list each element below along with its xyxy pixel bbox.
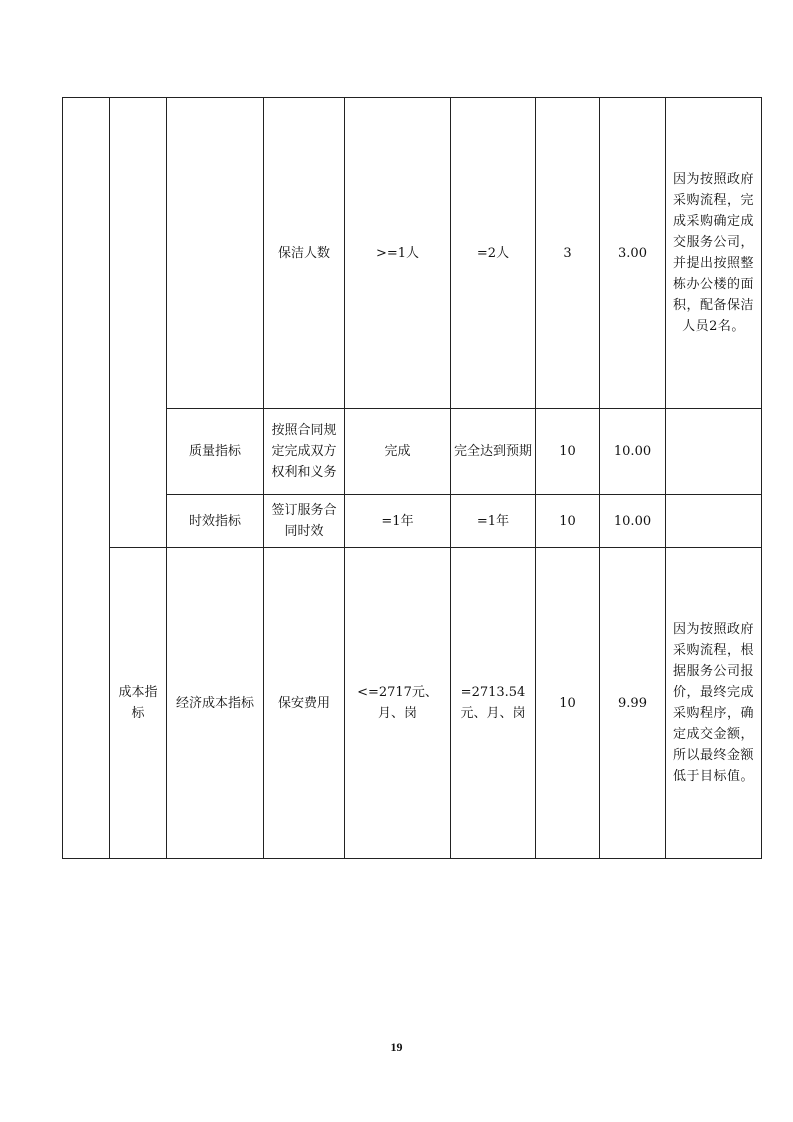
weight-cell: 3	[536, 98, 600, 409]
third-level-cell: 保洁人数	[264, 98, 345, 409]
score-cell: 3.00	[600, 98, 666, 409]
second-level-cell	[167, 98, 264, 409]
actual-value-cell: =2人	[451, 98, 536, 409]
table-row	[63, 409, 762, 495]
first-level-cell: 成本指标	[110, 548, 167, 859]
table-row	[63, 98, 762, 409]
target-value-cell: >=1人	[345, 98, 451, 409]
page-number: 19	[390, 1040, 403, 1054]
target-value-cell: =1年	[345, 495, 451, 548]
second-level-cell: 质量指标	[167, 409, 264, 495]
weight-cell: 10	[536, 495, 600, 548]
note-cell: 因为按照政府采购流程，完成采购确定成交服务公司，并提出按照整栋办公楼的面积，配备保洁人员2名。	[666, 98, 762, 409]
first-level-cell	[110, 98, 167, 548]
note-cell	[666, 495, 762, 548]
note-cell	[666, 409, 762, 495]
score-cell: 9.99	[600, 548, 666, 859]
table-row	[63, 548, 762, 859]
weight-cell: 10	[536, 548, 600, 859]
target-value-cell: <=2717元、月、岗	[345, 548, 451, 859]
performance-table	[62, 97, 762, 859]
third-level-cell: 按照合同规定完成双方权利和义务	[264, 409, 345, 495]
weight-cell: 10	[536, 409, 600, 495]
actual-value-cell: =2713.54元、月、岗	[451, 548, 536, 859]
second-level-cell: 时效指标	[167, 495, 264, 548]
actual-value-cell: =1年	[451, 495, 536, 548]
actual-value-cell: 完全达到预期	[451, 409, 536, 495]
empty-cell	[63, 98, 110, 859]
target-value-cell: 完成	[345, 409, 451, 495]
note-cell: 因为按照政府采购流程，根据服务公司报价，最终完成采购程序，确定成交金额，所以最终金额低于目标值。	[666, 548, 762, 859]
score-cell: 10.00	[600, 409, 666, 495]
third-level-cell: 保安费用	[264, 548, 345, 859]
score-cell: 10.00	[600, 495, 666, 548]
second-level-cell: 经济成本指标	[167, 548, 264, 859]
table-row	[63, 495, 762, 548]
third-level-cell: 签订服务合同时效	[264, 495, 345, 548]
